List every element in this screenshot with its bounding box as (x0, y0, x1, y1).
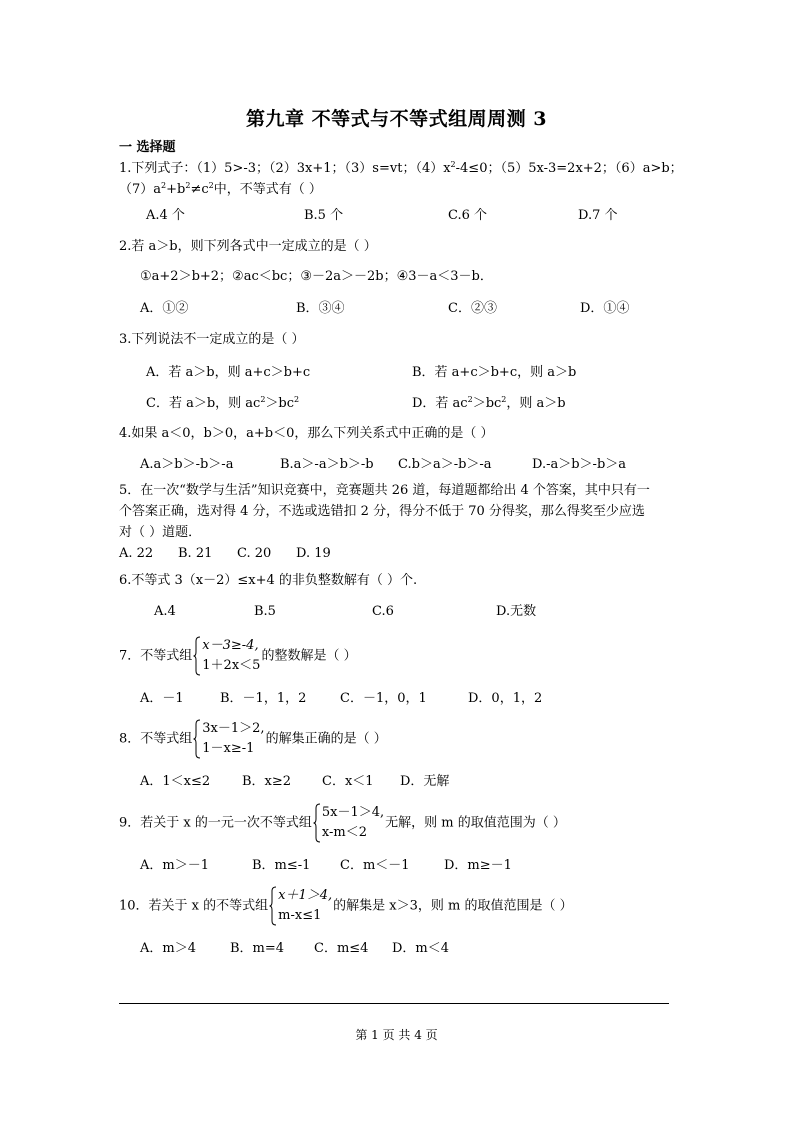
q1-text-f: 中，不等式有（ ） (213, 182, 322, 197)
q8-option-c: C．x＜1 (322, 774, 374, 789)
q3d-text-a: D．若 ac (412, 396, 468, 411)
q1-text-b: -4≤0；（5）5x-3=2x+2；（6）a>b； (455, 161, 683, 176)
q2-option-d: D．①④ (580, 301, 630, 316)
q8-system (193, 719, 264, 759)
q7-system (193, 636, 260, 676)
q1-text-a: 1.下列式子：（1）5>-3；（2）3x+1；（3）s=vt；（4）x (119, 161, 451, 176)
q9-option-c: C．m＜－1 (340, 858, 410, 873)
q3c-text-a: C．若 a＞b，则 ac (146, 396, 261, 411)
q7-row-2: 1＋2x＜5 (202, 658, 261, 673)
page-title: 第九章 不等式与不等式组周周测 3 (246, 108, 547, 130)
brace-icon (193, 636, 201, 676)
question-7-stem (119, 636, 357, 678)
q5-option-d: D. 19 (296, 546, 331, 561)
q10-option-d: D．m＜4 (392, 941, 450, 956)
q3-option-b: B．若 a+c＞b+c，则 a＞b (412, 365, 577, 380)
q6-option-d: D.无数 (496, 604, 537, 619)
q1-sup-2: 2 (161, 181, 167, 190)
question-3-stem: 3.下列说法不一定成立的是（ ） (119, 332, 305, 347)
question-9-stem (119, 803, 566, 845)
q7-row-1: x－3≥-4, (202, 638, 259, 653)
page-footer: 第 1 页 共 4 页 (355, 1028, 438, 1042)
q1-option-b: B.5 个 (304, 208, 344, 223)
q9-prefix: 9．若关于 x 的一元一次不等式组 (119, 815, 312, 831)
q3d-sup-2: 2 (501, 395, 507, 404)
q7-option-b: B．－1，1，2 (220, 691, 307, 706)
q1-text-c: （7）a (119, 182, 162, 197)
q4-option-b: B.a＞-a＞b＞-b (280, 457, 374, 472)
q7-prefix: 7．不等式组 (119, 648, 193, 664)
q1-sup-3: 2 (185, 181, 191, 190)
q1-text-d: +b (166, 182, 186, 197)
q7-suffix: 的整数解是（ ） (261, 648, 357, 664)
q3c-text-b: ＞bc (265, 396, 295, 411)
q10-row-2: m-x≤1 (278, 908, 322, 923)
q10-option-c: C．m≤4 (314, 941, 369, 956)
brace-icon (313, 803, 321, 843)
q8-suffix: 的解集正确的是（ ） (265, 731, 387, 747)
footer-divider (119, 1003, 669, 1004)
q1-option-a: A.4 个 (146, 208, 185, 223)
q10-prefix: 10．若关于 x 的不等式组 (119, 898, 269, 914)
q9-option-d: D．m≥－1 (444, 858, 512, 873)
q4-option-c: C.b＞a＞-b＞-a (398, 457, 492, 472)
brace-icon (193, 719, 201, 759)
q8-prefix: 8．不等式组 (119, 731, 193, 747)
q9-option-a: A．m＞－1 (140, 858, 209, 873)
question-8-stem (119, 719, 387, 761)
q7-option-a: A．－1 (140, 691, 184, 706)
q3d-text-b: ＞bc (472, 396, 502, 411)
question-5-line-1: 5．在一次“数学与生活”知识竞赛中，竞赛题共 26 道，每道题都给出 4 个答案，其中只有一 (119, 483, 650, 498)
question-4-stem: 4.如果 a＜0，b＞0，a+b＜0，那么下列关系式中正确的是（ ） (119, 426, 494, 441)
q3-option-a: A．若 a＞b，则 a+c＞b+c (146, 365, 311, 380)
question-5-line-3: 对（ ）道题． (119, 525, 202, 540)
q1-option-d: D.7 个 (578, 208, 618, 223)
question-6-stem: 6.不等式 3（x－2）≤x+4 的非负整数解有（ ）个. (119, 573, 418, 588)
question-1-line-2 (119, 181, 322, 199)
q6-option-c: C.6 (372, 604, 394, 619)
q9-row-1: 5x－1＞4, (321, 805, 385, 820)
q5-option-a: A. 22 (119, 546, 154, 561)
brace-icon (269, 886, 277, 926)
q9-row-2: x-m＜2 (321, 825, 367, 840)
q10-option-b: B．m=4 (230, 941, 285, 956)
q8-row-1: 3x－1＞2, (202, 721, 265, 736)
q2-option-b: B．③④ (296, 301, 345, 316)
question-5-line-2: 个答案正确，选对得 4 分，不选或选错扣 2 分，得分不低于 70 分得奖，那么得奖至少应选 (119, 504, 645, 519)
q2-option-a: A．①② (140, 301, 189, 316)
q4-option-a: A.a＞b＞-b＞-a (140, 457, 234, 472)
q9-system (313, 803, 384, 843)
q8-option-b: B．x≥2 (242, 774, 292, 789)
q1-option-c: C.6 个 (448, 208, 488, 223)
q10-option-a: A．m＞4 (140, 941, 196, 956)
q5-option-c: C. 20 (237, 546, 272, 561)
q6-option-b: B.5 (254, 604, 276, 619)
q8-option-d: D．无解 (400, 774, 450, 789)
q1-sup-4: 2 (208, 181, 214, 190)
q3d-text-c: ，则 a＞b (506, 396, 566, 411)
q8-option-a: A．1＜x≤2 (140, 774, 211, 789)
section-heading: 一 选择题 (119, 140, 176, 155)
q10-suffix: 的解集是 x＞3，则 m 的取值范围是（ ） (333, 898, 573, 914)
q3c-sup-2: 2 (294, 395, 300, 404)
q8-row-2: 1－x≥-1 (202, 741, 255, 756)
question-10-stem (119, 886, 573, 928)
question-1-line-1 (119, 160, 683, 178)
q5-option-b: B. 21 (178, 546, 213, 561)
q7-option-d: D．0，1，2 (468, 691, 543, 706)
q3d-sup-1: 2 (467, 395, 473, 404)
q6-option-a: A.4 (154, 604, 176, 619)
q3c-sup-1: 2 (260, 395, 266, 404)
q10-row-1: x＋1＞4, (278, 888, 333, 903)
q1-sup: 2 (450, 160, 456, 169)
q2-option-c: C．②③ (448, 301, 497, 316)
q4-option-d: D.-a＞b＞-b＞a (532, 457, 627, 472)
q7-option-c: C．－1，0，1 (340, 691, 427, 706)
q3-option-c (146, 395, 299, 413)
q9-option-b: B．m≤-1 (252, 858, 311, 873)
question-2-stem: 2.若 a＞b，则下列各式中一定成立的是（ ） (119, 239, 377, 254)
q10-system (269, 886, 332, 926)
q3-option-d (412, 395, 566, 413)
question-2-items: ①a+2＞b+2；②ac＜bc；③－2a＞－2b；④3－a＜3－b． (140, 269, 493, 284)
q1-text-e: ≠c (190, 182, 209, 197)
q9-suffix: 无解，则 m 的取值范围为（ ） (385, 815, 566, 831)
